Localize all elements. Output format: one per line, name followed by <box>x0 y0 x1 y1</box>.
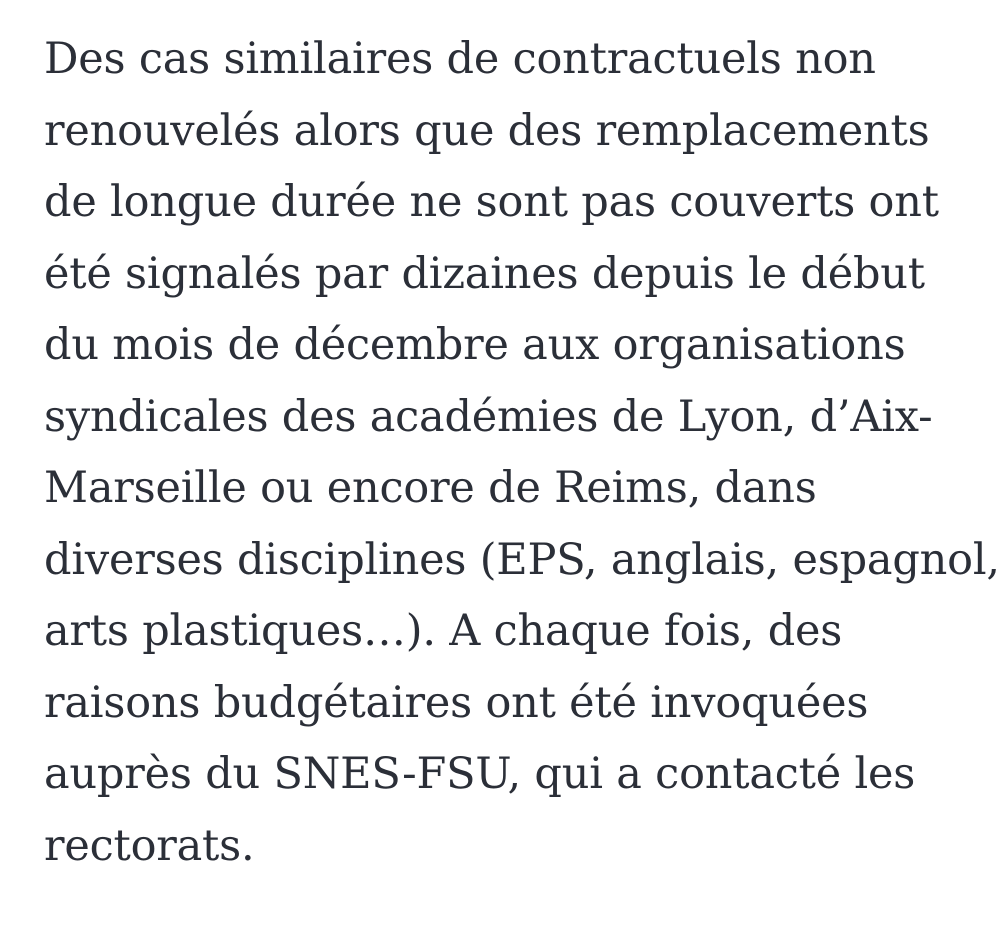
paragraph-line: syndicales des académies de Lyon, d’Aix- <box>44 391 933 442</box>
paragraph-line: été signalés par dizaines depuis le début <box>44 248 925 299</box>
paragraph-line: diverses disciplines (EPS, anglais, espagnol, <box>44 534 1000 585</box>
paragraph-line: du mois de décembre aux organisations <box>44 320 906 370</box>
article-paragraph <box>44 24 1000 882</box>
paragraph-line: renouvelés alors que des remplacements <box>44 105 930 156</box>
paragraph-line: raisons budgétaires ont été invoquées <box>44 677 869 728</box>
paragraph-line: de longue durée ne sont pas couverts ont <box>44 177 939 227</box>
paragraph-line: auprès du SNES-FSU, qui a contacté les <box>44 749 916 799</box>
paragraph-line: rectorats. <box>44 820 255 871</box>
paragraph-line: arts plastiques…). A chaque fois, des <box>44 606 843 656</box>
paragraph-line: Marseille ou encore de Reims, dans <box>44 463 817 513</box>
paragraph-line: Des cas similaires de contractuels non <box>44 34 876 84</box>
